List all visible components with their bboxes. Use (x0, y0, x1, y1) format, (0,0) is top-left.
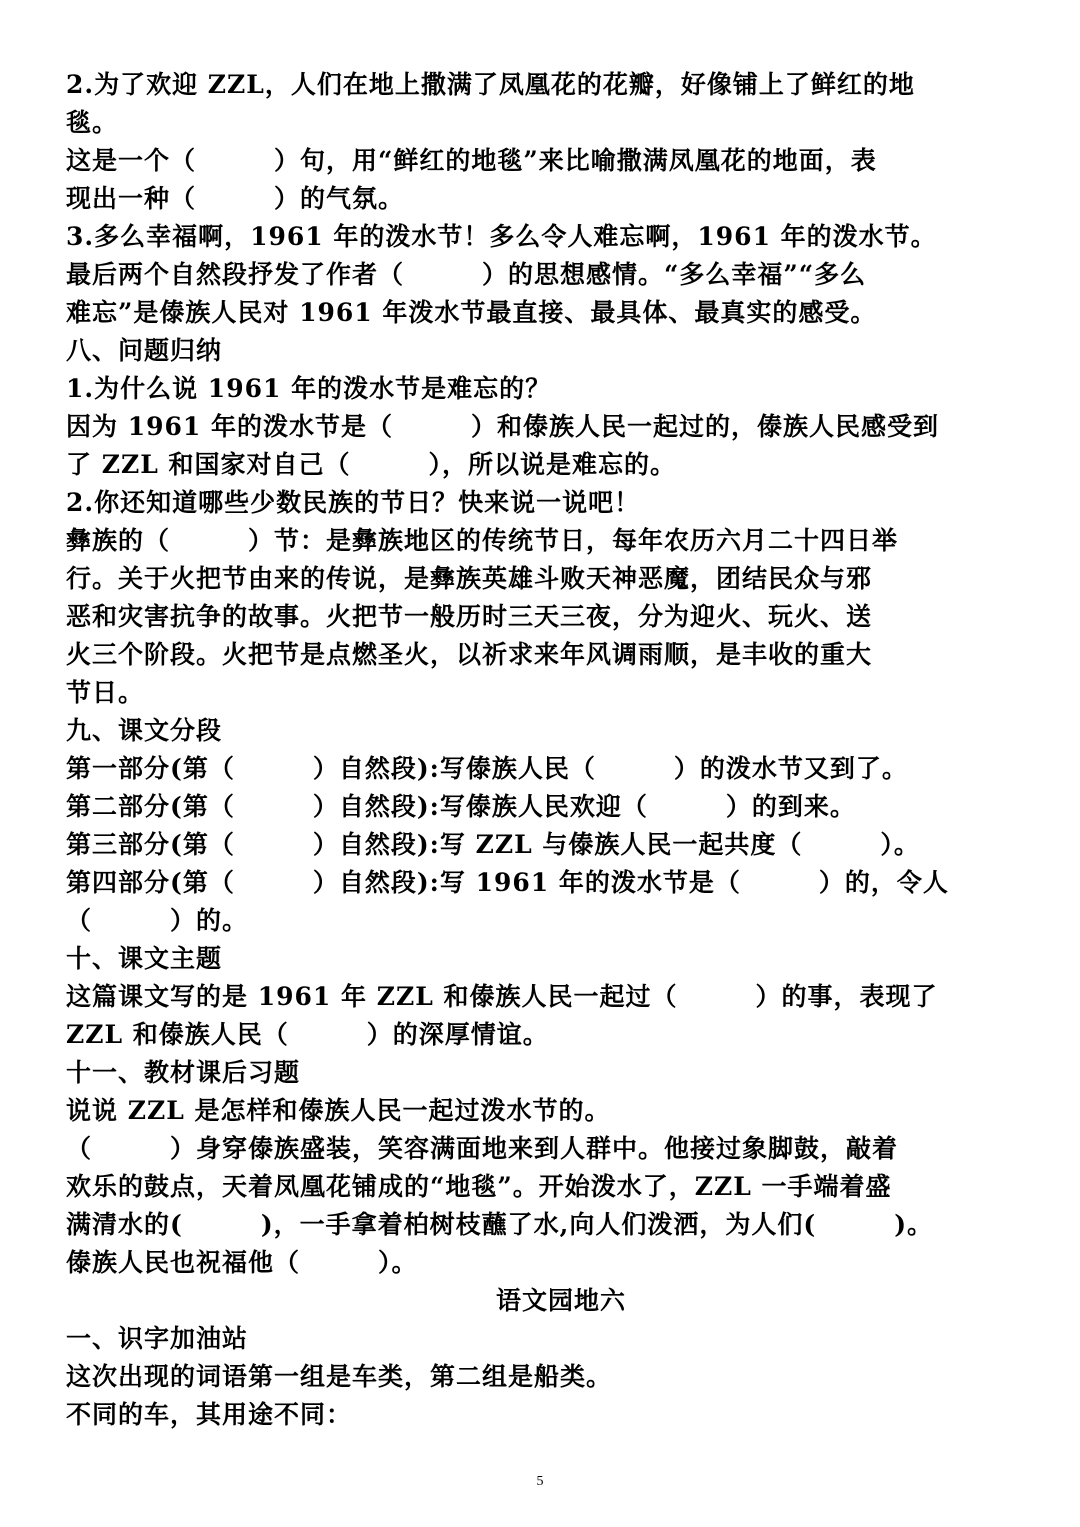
section-heading: 一、识字加油站 (66, 1324, 249, 1353)
section-title: 语文园地六 (495, 1286, 626, 1315)
text-line: 这篇课文写的是 1961 年 ZZL 和傣族人民一起过（ ）的事，表现了 (66, 982, 938, 1011)
page-number: 5 (536, 1474, 544, 1489)
section-heading: 八、问题归纳 (66, 336, 223, 365)
text-line: 欢乐的鼓点，天着凤凰花铺成的“地毯”。开始泼水了，ZZL 一手端着盛 (66, 1172, 892, 1201)
text-line: （ ）的。 (66, 906, 249, 935)
text-line: 满清水的( )，一手拿着柏树枝蘸了水,向人们泼洒，为人们( )。 (66, 1210, 934, 1239)
text-line: 行。关于火把节由来的传说，是彝族英雄斗败天神恶魔，团结民众与邪 (66, 564, 873, 593)
text-line: 恶和灾害抗争的故事。火把节一般历时三天三夜，分为迎火、玩火、送 (66, 602, 873, 631)
text-line: ZZL 和傣族人民（ ）的深厚情谊。 (66, 1020, 549, 1049)
text-line: 第一部分(第（ ）自然段):写傣族人民（ ）的泼水节又到了。 (66, 754, 908, 783)
text-line: 这次出现的词语第一组是车类，第二组是船类。 (66, 1362, 613, 1391)
text-line: 了 ZZL 和国家对自己（ ），所以说是难忘的。 (66, 450, 676, 479)
question-line: 2.你还知道哪些少数民族的节日？快来说一说吧！ (66, 488, 641, 517)
text-line: 现出一种（ ）的气氛。 (66, 184, 405, 213)
text-line: 毯。 (66, 108, 119, 137)
text-line: 火三个阶段。火把节是点燃圣火，以祈求来年风调雨顺，是丰收的重大 (66, 640, 873, 669)
text-line: 不同的车，其用途不同： (66, 1400, 353, 1429)
section-heading: 十、课文主题 (66, 944, 223, 973)
text-line: 第三部分(第（ ）自然段):写 ZZL 与傣族人民一起共度（ ）。 (66, 830, 920, 859)
text-line: 最后两个自然段抒发了作者（ ）的思想感情。“多么幸福”“多么 (66, 260, 867, 289)
section-heading: 十一、教材课后习题 (66, 1058, 301, 1087)
text-line: 这是一个（ ）句，用“鲜红的地毯”来比喻撒满凤凰花的地面，表 (66, 146, 877, 175)
text-line: 因为 1961 年的泼水节是（ ）和傣族人民一起过的，傣族人民感受到 (66, 412, 939, 441)
text-line: （ ）身穿傣族盛装，笑容满面地来到人群中。他接过象脚鼓，敲着 (66, 1134, 899, 1163)
question-line: 说说 ZZL 是怎样和傣族人民一起过泼水节的。 (66, 1096, 611, 1125)
text-line: 第二部分(第（ ）自然段):写傣族人民欢迎（ ）的到来。 (66, 792, 856, 821)
document-page (66, 66, 1016, 1434)
text-line: 傣族人民也祝福他（ ）。 (66, 1248, 418, 1277)
text-line: 彝族的（ ）节：是彝族地区的传统节日，每年农历六月二十四日举 (66, 526, 899, 555)
text-line: 节日。 (66, 678, 145, 707)
text-line: 3.多么幸福啊，1961 年的泼水节！多么令人难忘啊，1961 年的泼水节。 (66, 222, 937, 251)
question-line: 1.为什么说 1961 年的泼水节是难忘的？ (66, 374, 552, 403)
section-heading: 九、课文分段 (66, 716, 223, 745)
text-line: 第四部分(第（ ）自然段):写 1961 年的泼水节是（ ）的，令人 (66, 868, 949, 897)
text-line: 难忘”是傣族人民对 1961 年泼水节最直接、最具体、最真实的感受。 (66, 298, 877, 327)
text-line: 2.为了欢迎 ZZL，人们在地上撒满了凤凰花的花瓣，好像铺上了鲜红的地 (66, 70, 915, 99)
